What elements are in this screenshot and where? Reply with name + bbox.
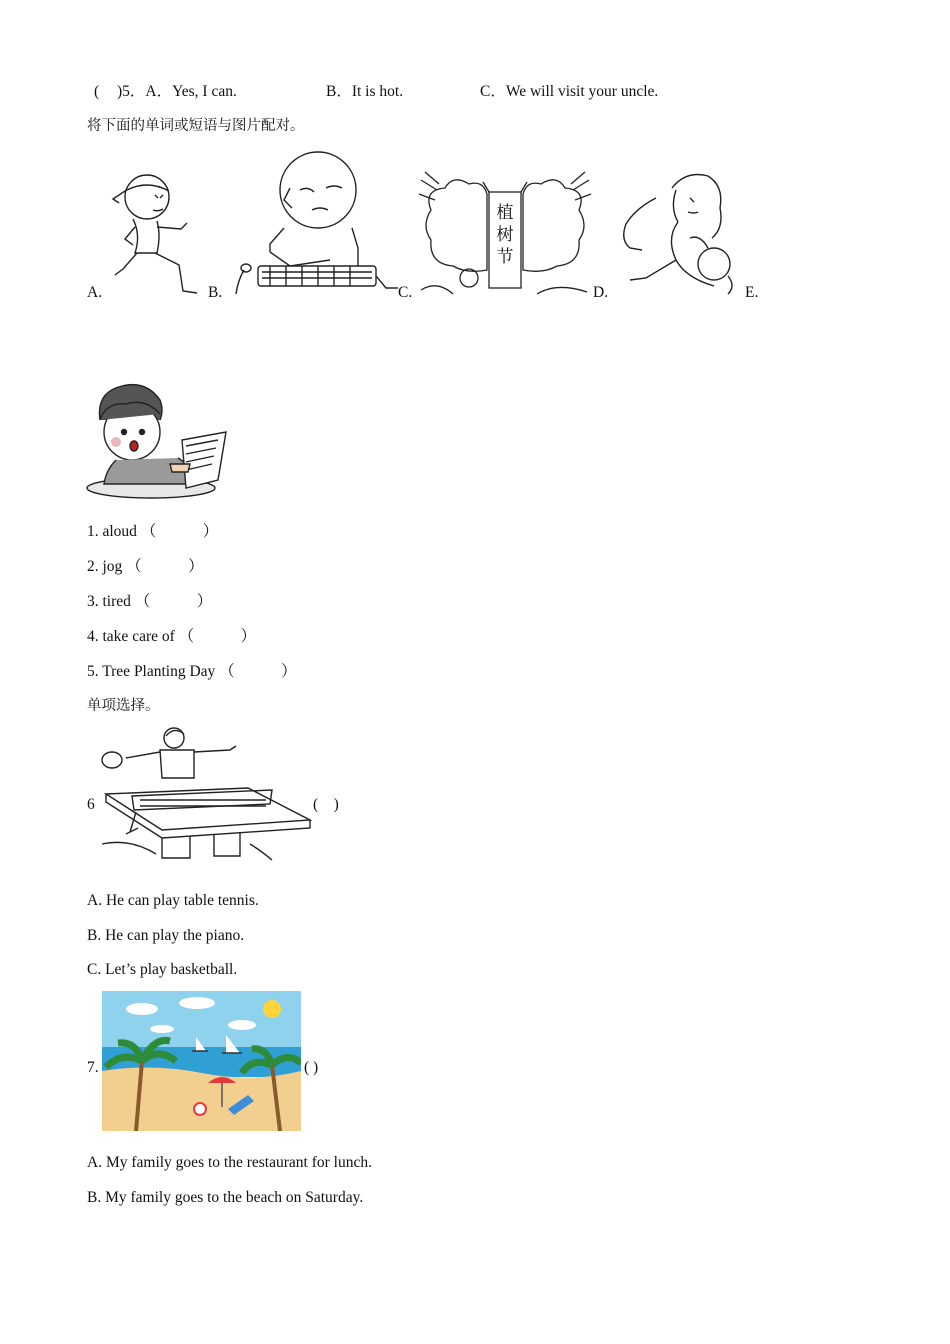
q6-option-c: C. Let’s play basketball.: [87, 961, 238, 978]
q7-number: 7.: [87, 1059, 99, 1076]
q6-option-b: B. He can play the piano.: [87, 927, 245, 944]
picture-a-jogging: [105, 165, 205, 295]
match-item-5: 5. Tree Planting Day （ ）: [87, 663, 297, 680]
picture-c-char-1: 植: [496, 203, 514, 223]
match-item-2: 2. jog （ ）: [87, 558, 204, 575]
picture-c-char-2: 树: [496, 225, 514, 245]
picture-q7-beach: [102, 991, 301, 1131]
q6-option-a: A. He can play table tennis.: [87, 892, 259, 909]
q5-option-b: B．It is hot.: [326, 83, 404, 100]
q7-option-a: A. My family goes to the restaurant for lunch.: [87, 1154, 372, 1171]
picture-d-take-care: [616, 168, 740, 298]
label-e: E.: [745, 284, 759, 301]
match-item-1: 1. aloud （ ）: [87, 523, 219, 540]
q5-option-a: )5．A．Yes, I can.: [117, 83, 237, 100]
picture-e-reading-aloud: [86, 380, 232, 502]
q5-option-c: C．We will visit your uncle.: [480, 83, 659, 100]
picture-b-tired: [230, 148, 400, 296]
picture-c-tree-planting-day: [417, 170, 593, 298]
q7-option-b: B. My family goes to the beach on Saturday.: [87, 1189, 364, 1206]
label-d: D.: [593, 284, 609, 301]
q7-answer-paren: ( ): [304, 1059, 319, 1076]
q6-number: 6: [87, 796, 95, 813]
label-c: C.: [398, 284, 413, 301]
match-item-4: 4. take care of （ ）: [87, 628, 257, 645]
label-b: B.: [208, 284, 223, 301]
match-item-3: 3. tired （ ）: [87, 593, 213, 610]
choice-instruction: 单项选择。: [87, 698, 160, 714]
q6-answer-paren: ( ): [313, 796, 339, 813]
match-instruction: 将下面的单词或短语与图片配对。: [87, 118, 305, 134]
q5-paren-open: (: [94, 83, 100, 100]
label-a: A.: [87, 284, 103, 301]
picture-c-char-3: 节: [496, 247, 514, 267]
picture-q6-table-tennis: [100, 724, 314, 864]
